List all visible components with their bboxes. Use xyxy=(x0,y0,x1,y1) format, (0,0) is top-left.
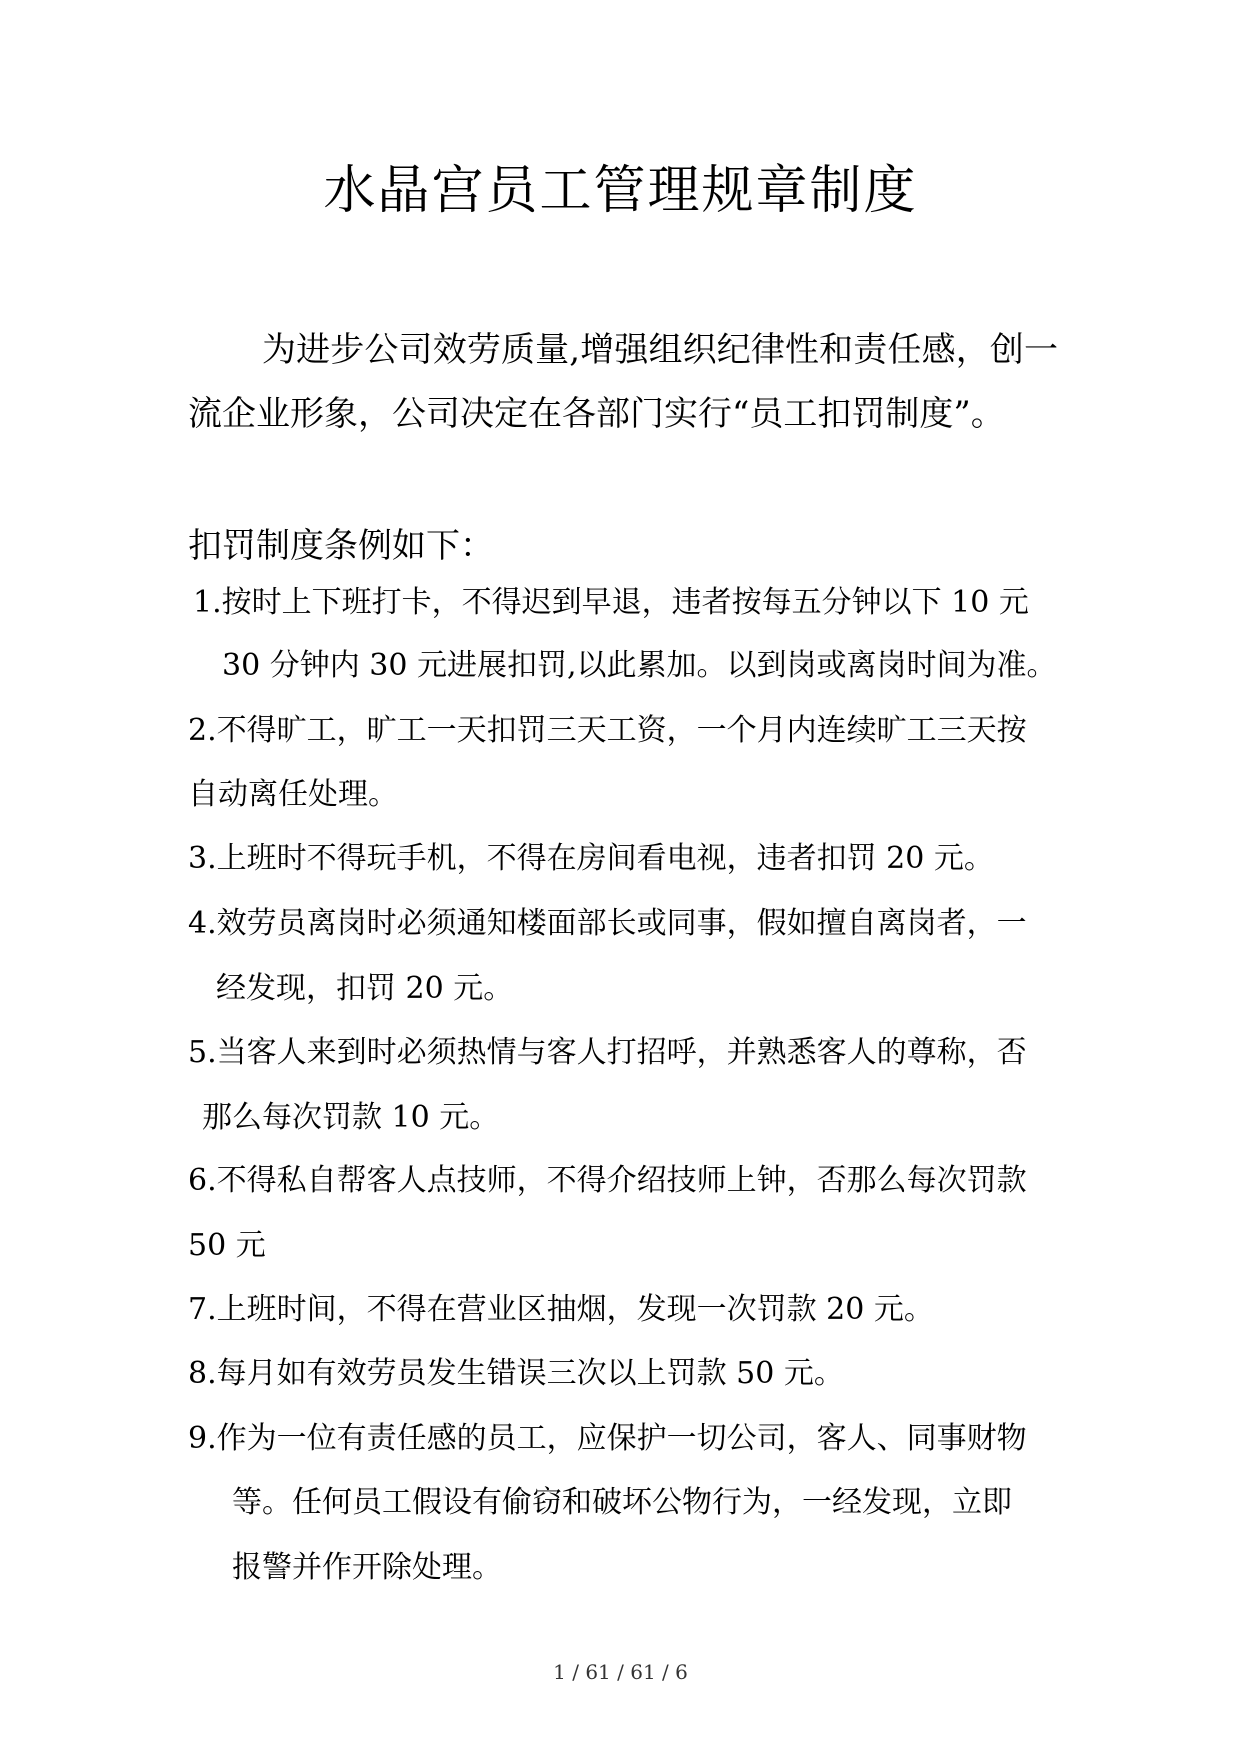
intro-paragraph: 为进步公司效劳质量,增强组织纪律性和责任感，创一流企业形象，公司决定在各部门实行“员工扣罚制度”。 xyxy=(188,330,1058,434)
rule-1-line-1: 1.按时上下班打卡，不得迟到早退，违者按每五分钟以下 10 元 xyxy=(193,585,1029,620)
rule-9-line-2: 等。任何员工假设有偷窃和破坏公物行为，一经发现，立即 xyxy=(232,1485,1012,1520)
rule-1-line-2: 30 分钟内 30 元进展扣罚,以此累加。以到岗或离岗时间为准。 xyxy=(222,648,1057,683)
rule-9-line-1: 9.作为一位有责任感的员工，应保护一切公司，客人、同事财物 xyxy=(188,1421,1027,1456)
rule-6-line-2: 50 元 xyxy=(188,1228,266,1263)
rules-subheading: 扣罚制度条例如下： xyxy=(188,526,494,566)
rule-7-line-1: 7.上班时间，不得在营业区抽烟，发现一次罚款 20 元。 xyxy=(188,1292,934,1327)
rule-5-line-1: 5.当客人来到时必须热情与客人打招呼，并熟悉客人的尊称，否 xyxy=(188,1035,1027,1070)
rule-6-line-1: 6.不得私自帮客人点技师，不得介绍技师上钟，否那么每次罚款 xyxy=(188,1163,1027,1198)
rule-4-line-2: 经发现，扣罚 20 元。 xyxy=(216,971,514,1006)
rule-5-line-2: 那么每次罚款 10 元。 xyxy=(202,1100,500,1135)
rule-2-line-2: 自动离任处理。 xyxy=(188,777,398,812)
rule-9-line-3: 报警并作开除处理。 xyxy=(232,1550,502,1585)
rule-3-line-1: 3.上班时不得玩手机，不得在房间看电视，违者扣罚 20 元。 xyxy=(188,841,994,876)
rule-8-line-1: 8.每月如有效劳员发生错误三次以上罚款 50 元。 xyxy=(188,1356,844,1391)
rule-4-line-1: 4.效劳员离岗时必须通知楼面部长或同事，假如擅自离岗者，一 xyxy=(188,906,1027,941)
rule-2-line-1: 2.不得旷工，旷工一天扣罚三天工资，一个月内连续旷工三天按 xyxy=(188,713,1027,748)
document-title: 水晶宫员工管理规章制度 xyxy=(323,161,918,221)
page-footer: 1 / 61 / 61 / 6 xyxy=(553,1660,688,1684)
